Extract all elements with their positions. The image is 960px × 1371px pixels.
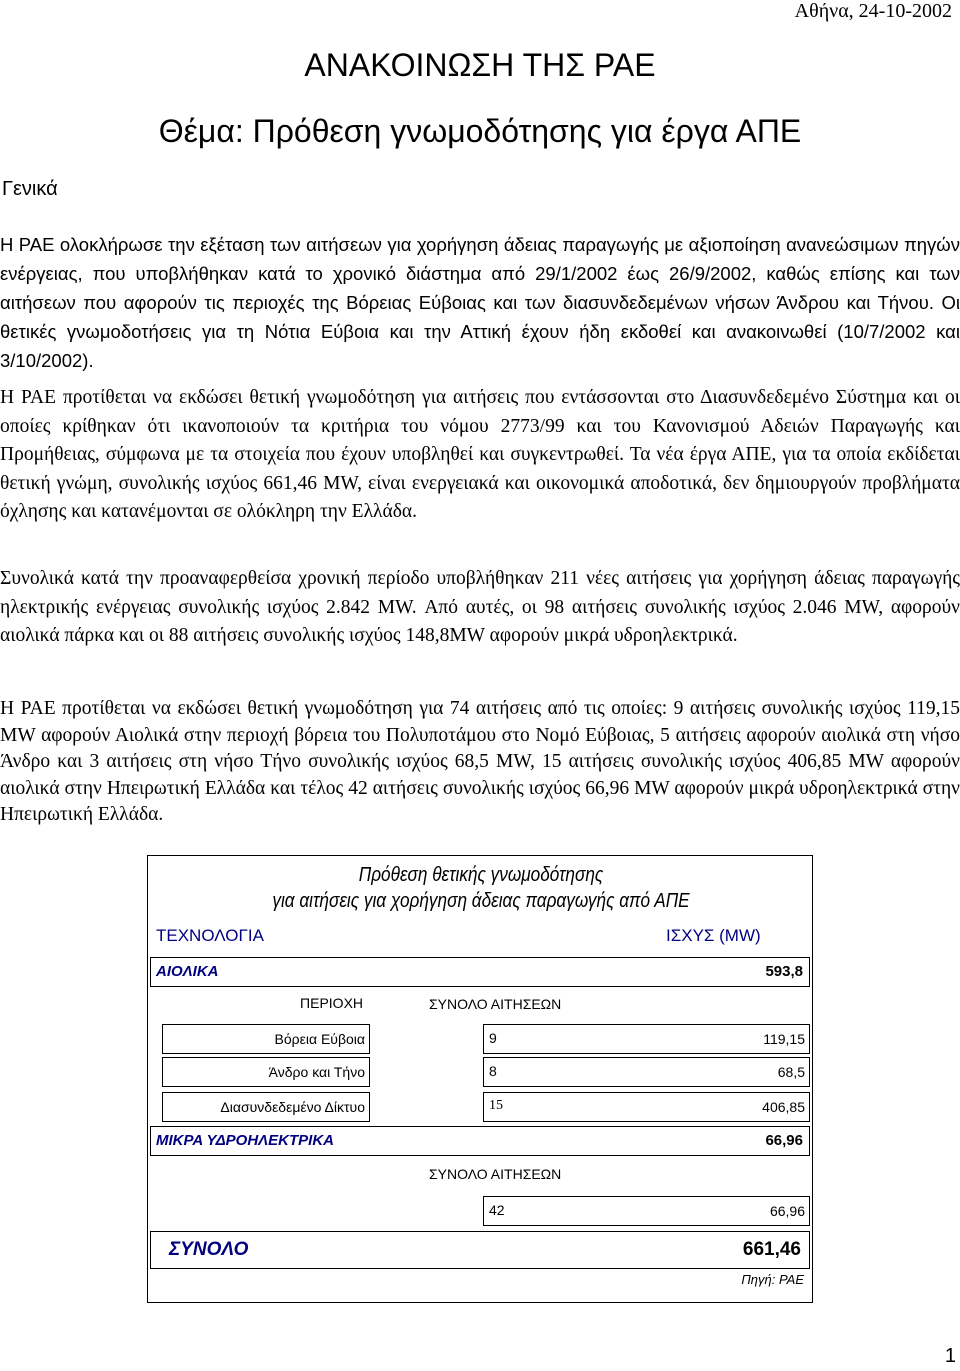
paragraph-intro: Η ΡΑΕ ολοκλήρωσε την εξέταση των αιτήσεων για χορήγηση άδειας παραγωγής με αξιοποίηση ανανεώσιμων πηγών ενέργειας, που υποβλήθηκαν κατά το χρονικό διάστημα από 29/1/2002 έως 26/9/2002, καθώς επίσης και των αιτήσεων που αφορούν τις περιοχές της Βόρειας Εύβοιας και των διασυνδεδεμένων νήσων Άνδρου και Τήνου. Οι θετικές γνωμοδοτήσεις για τη Νότια Εύβοια και την Αττική έχουν ήδη εκδοθεί και ανακοινωθεί (10/7/2002 και 3/10/2002). xyxy=(0,234,960,371)
table-source: Πηγή: ΡΑΕ xyxy=(741,1272,804,1287)
total-label: ΣΥΝΟΛΟ xyxy=(169,1239,249,1260)
wind-total: 593,8 xyxy=(765,963,803,980)
hydro-count-header: ΣΥΝΟΛΟ ΑΙΤΗΣΕΩΝ xyxy=(429,1166,562,1182)
wind-label: ΑΙΟΛΙΚΑ xyxy=(156,963,219,980)
column-header-power: ΙΣΧΥΣ (MW) xyxy=(666,926,761,945)
page-title: ΑΝΑΚΟΙΝΩΣΗ ΤΗΣ ΡΑΕ xyxy=(304,47,656,83)
table-row-region: Βόρεια Εύβοια xyxy=(162,1024,370,1054)
hydro-label: ΜΙΚΡΑ ΥΔΡΟΗΛΕΚΤΡΙΚΑ xyxy=(156,1132,334,1149)
hydro-row xyxy=(150,1126,810,1156)
table-row-power: 406,85 xyxy=(483,1092,810,1122)
hydro-total: 66,96 xyxy=(765,1132,803,1149)
table-row-count: 15 xyxy=(489,1098,503,1113)
count-header: ΣΥΝΟΛΟ ΑΙΤΗΣΕΩΝ xyxy=(429,996,562,1012)
table-title-line1: Πρόθεση θετικής γνωμοδότησης xyxy=(358,864,604,886)
summary-table xyxy=(147,855,813,1303)
table-row-region: Διασυνδεδεμένο Δίκτυο xyxy=(162,1092,370,1122)
paragraph-applications: Συνολικά κατά την προαναφερθείσα χρονική περίοδο υποβλήθηκαν 211 νέες αιτήσεις για χορήγηση άδειας παραγωγής ηλεκτρικής ενέργειας συνολικής ισχύος 2.842 MW. Από αυτές, οι 98 αιτήσεις συνολικής ισχύος 2.046 MW, αφορούν αιολικά πάρκα και οι 88 αιτήσεις συνολικής ισχύος 148,8MW αφορούν μικρά υδροηλεκτρικά. xyxy=(0,568,960,646)
table-row-power: 68,5 xyxy=(483,1057,810,1087)
hydro-count: 42 xyxy=(489,1202,505,1218)
paragraph-intent: Η ΡΑΕ προτίθεται να εκδώσει θετική γνωμοδότηση για αιτήσεις που εντάσσονται στο Διασυνδεδεμένο Σύστημα και οι οποίες κρίθηκαν ότι ικανοποιούν τα κριτήρια του νόμου 2773/99 και του Κανονισμού Αδειών Παραγωγής και Προμήθειας, σύμφωνα με τα στοιχεία που έχουν υποβληθεί και συγκεντρωθεί. Τα νέα έργα ΑΠΕ, για τα οποία εκδίδεται θετική γνώμη, συνολικής ισχύος 661,46 MW, είναι ενεργειακά και οικονομικά αποδοτικά, δεν δημιουργούν προβλήματα όχλησης και κατανέμονται σε ολόκληρη την Ελλάδα. xyxy=(0,387,960,522)
table-row-count: 9 xyxy=(489,1030,497,1046)
paragraph-approvals: Η ΡΑΕ προτίθεται να εκδώσει θετική γνωμοδότηση για 74 αιτήσεις από τις οποίες: 9 αιτήσεις συνολικής ισχύος 119,15 MW αφορούν Αιολικά στην περιοχή βόρεια του Πολυποτάμου στο Νομό Εύβοιας, 5 αιτήσεις αφορούν αιολικά στη νήσο Άνδρο και 3 αιτήσεις στη νήσο Τήνο συνολικής ισχύος 68,5 MW, 15 αιτήσεις συνολικής ισχύος 406,85 MW αφορούν αιολικά στην Ηπειρωτική Ελλάδα και τέλος 42 αιτήσεις συνολικής ισχύος 66,96 MW αφορούν μικρά υδροηλεκτρικά στην Ηπειρωτική Ελλάδα. xyxy=(0,698,960,825)
total-value: 661,46 xyxy=(742,1239,801,1260)
wind-row xyxy=(150,957,810,987)
page-number: 1 xyxy=(944,1345,956,1367)
region-header: ΠΕΡΙΟΧΗ xyxy=(300,995,364,1011)
column-header-technology: ΤΕΧΝΟΛΟΓΙΑ xyxy=(156,926,264,945)
table-row-count: 8 xyxy=(489,1063,497,1079)
table-row-power: 119,15 xyxy=(483,1024,810,1054)
table-row-region: Άνδρο και Τήνο xyxy=(162,1057,370,1087)
section-heading: Γενικά xyxy=(2,178,58,200)
table-title-line2: για αιτήσεις για χορήγηση άδειας παραγωγής από ΑΠΕ xyxy=(272,890,690,912)
total-row xyxy=(150,1231,810,1269)
hydro-power: 66,96 xyxy=(483,1196,810,1226)
document-date: Αθήνα, 24-10-2002 xyxy=(794,0,952,22)
subject-heading: Θέμα: Πρόθεση γνωμοδότησης για έργα ΑΠΕ xyxy=(158,113,802,149)
